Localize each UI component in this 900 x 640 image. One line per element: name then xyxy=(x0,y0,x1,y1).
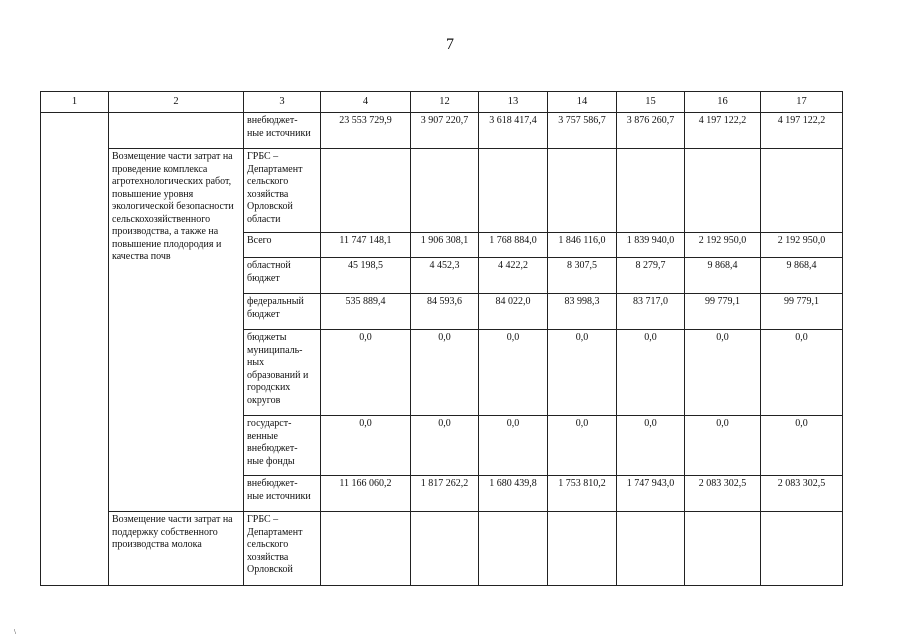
value-cell: 3 876 260,7 xyxy=(617,113,685,149)
header-cell: 12 xyxy=(411,92,479,113)
value-cell: 1 768 884,0 xyxy=(479,233,548,258)
value-cell xyxy=(321,512,411,586)
value-cell: 84 022,0 xyxy=(479,294,548,330)
value-cell: 4 452,3 xyxy=(411,258,479,294)
scan-mark: \ xyxy=(14,628,16,636)
measure-cell: Возмещение части затрат на проведение комплекса агротехнологических работ, повышение уровня экологической безопасности сельскохозяйственного производства, а также на повышение плодородия и качества почв xyxy=(109,149,244,512)
value-cell: 0,0 xyxy=(685,330,761,416)
table-row xyxy=(41,512,843,586)
value-cell: 1 839 940,0 xyxy=(617,233,685,258)
col1-cell xyxy=(41,113,109,586)
value-cell: 1 680 439,8 xyxy=(479,476,548,512)
value-cell: 0,0 xyxy=(479,330,548,416)
header-cell: 13 xyxy=(479,92,548,113)
value-cell: 3 618 417,4 xyxy=(479,113,548,149)
source-cell: ГРБС – Департамент сельского хозяйства Орловской области xyxy=(244,149,321,233)
value-cell xyxy=(617,512,685,586)
source-cell: областной бюджет xyxy=(244,258,321,294)
page-number: 7 xyxy=(446,36,454,53)
value-cell xyxy=(617,149,685,233)
value-cell: 4 197 122,2 xyxy=(761,113,843,149)
value-cell xyxy=(479,512,548,586)
measure-cell: Возмещение части затрат на поддержку собственного производства молока xyxy=(109,512,244,586)
value-cell: 3 757 586,7 xyxy=(548,113,617,149)
header-cell: 17 xyxy=(761,92,843,113)
value-cell: 2 083 302,5 xyxy=(761,476,843,512)
value-cell xyxy=(685,149,761,233)
value-cell: 0,0 xyxy=(321,416,411,476)
value-cell xyxy=(411,149,479,233)
source-cell: Всего xyxy=(244,233,321,258)
value-cell: 83 998,3 xyxy=(548,294,617,330)
value-cell xyxy=(685,512,761,586)
value-cell: 84 593,6 xyxy=(411,294,479,330)
table-row xyxy=(41,149,843,233)
value-cell: 0,0 xyxy=(761,330,843,416)
value-cell: 0,0 xyxy=(548,330,617,416)
value-cell: 0,0 xyxy=(761,416,843,476)
value-cell: 0,0 xyxy=(479,416,548,476)
value-cell: 1 906 308,1 xyxy=(411,233,479,258)
value-cell: 99 779,1 xyxy=(685,294,761,330)
value-cell xyxy=(761,512,843,586)
header-cell: 2 xyxy=(109,92,244,113)
value-cell xyxy=(761,149,843,233)
value-cell: 0,0 xyxy=(617,416,685,476)
value-cell: 11 747 148,1 xyxy=(321,233,411,258)
value-cell: 1 846 116,0 xyxy=(548,233,617,258)
value-cell: 99 779,1 xyxy=(761,294,843,330)
value-cell: 2 083 302,5 xyxy=(685,476,761,512)
value-cell: 2 192 950,0 xyxy=(761,233,843,258)
header-cell: 3 xyxy=(244,92,321,113)
header-cell: 15 xyxy=(617,92,685,113)
value-cell: 83 717,0 xyxy=(617,294,685,330)
value-cell: 23 553 729,9 xyxy=(321,113,411,149)
header-cell: 14 xyxy=(548,92,617,113)
value-cell: 0,0 xyxy=(411,330,479,416)
source-cell: государст- венные внебюджет- ные фонды xyxy=(244,416,321,476)
source-cell: федеральный бюджет xyxy=(244,294,321,330)
source-cell: ГРБС – Департамент сельского хозяйства Орловской xyxy=(244,512,321,586)
header-row xyxy=(41,92,843,113)
value-cell: 4 422,2 xyxy=(479,258,548,294)
value-cell: 8 307,5 xyxy=(548,258,617,294)
value-cell xyxy=(321,149,411,233)
value-cell: 535 889,4 xyxy=(321,294,411,330)
value-cell: 1 817 262,2 xyxy=(411,476,479,512)
source-cell: внебюджет- ные источники xyxy=(244,476,321,512)
value-cell: 2 192 950,0 xyxy=(685,233,761,258)
value-cell: 9 868,4 xyxy=(761,258,843,294)
value-cell: 1 753 810,2 xyxy=(548,476,617,512)
value-cell: 0,0 xyxy=(548,416,617,476)
value-cell: 0,0 xyxy=(617,330,685,416)
header-cell: 4 xyxy=(321,92,411,113)
value-cell xyxy=(411,512,479,586)
value-cell: 0,0 xyxy=(685,416,761,476)
value-cell: 8 279,7 xyxy=(617,258,685,294)
value-cell xyxy=(548,512,617,586)
value-cell: 3 907 220,7 xyxy=(411,113,479,149)
header-cell: 16 xyxy=(685,92,761,113)
budget-table xyxy=(40,91,843,586)
source-cell: внебюджет- ные источники xyxy=(244,113,321,149)
value-cell: 11 166 060,2 xyxy=(321,476,411,512)
value-cell: 0,0 xyxy=(321,330,411,416)
measure-cell-empty xyxy=(109,113,244,149)
value-cell xyxy=(548,149,617,233)
value-cell: 9 868,4 xyxy=(685,258,761,294)
value-cell: 0,0 xyxy=(411,416,479,476)
header-cell: 1 xyxy=(41,92,109,113)
source-cell: бюджеты муниципаль- ных образований и городских округов xyxy=(244,330,321,416)
value-cell: 45 198,5 xyxy=(321,258,411,294)
value-cell: 1 747 943,0 xyxy=(617,476,685,512)
value-cell: 4 197 122,2 xyxy=(685,113,761,149)
value-cell xyxy=(479,149,548,233)
table-row xyxy=(41,113,843,149)
